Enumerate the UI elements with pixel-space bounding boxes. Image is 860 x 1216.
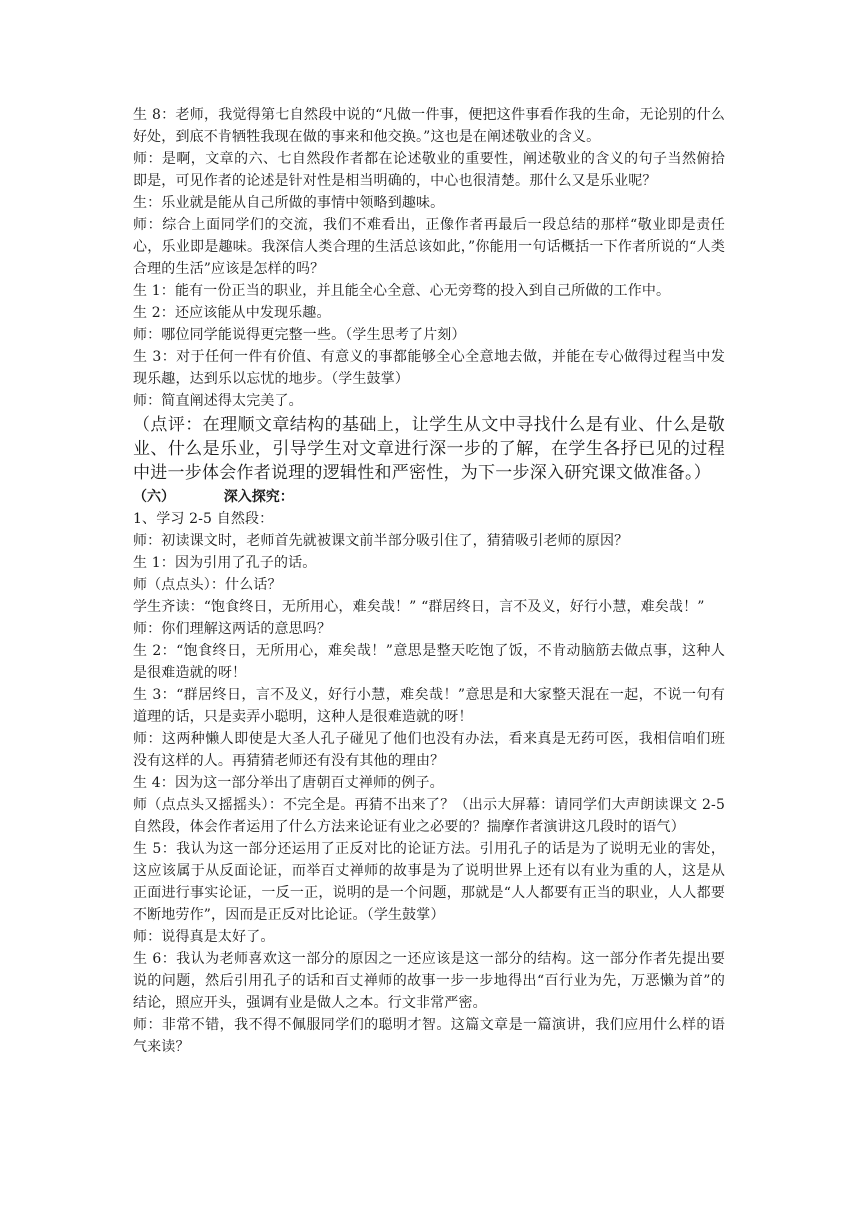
dialogue-paragraph: 生 1：能有一份正当的职业，并且能全心全意、心无旁骛的投入到自己所做的工作中。 — [133, 283, 671, 299]
dialogue-paragraph: 师：综合上面同学们的交流，我们不难看出，正像作者再最后一段总结的那样“敬业即是责任心，乐业即是趣味。我深信人类合理的生活总该如此，”你能用一句话概括一下作者所说的“人类合理的生活”应该是怎样的吗？ — [133, 217, 725, 277]
dialogue-paragraph: 师：这两种懒人即使是大圣人孔子碰见了他们也没有办法，看来真是无药可医，我相信咱们班没有这样的人。再猜猜老师还有没有其他的理由？ — [133, 731, 725, 769]
dialogue-paragraph: 生 2：还应该能从中发现乐趣。 — [133, 305, 331, 321]
dialogue-paragraph: 生 4：因为这一部分举出了唐朝百丈禅师的例子。 — [133, 775, 444, 791]
dialogue-paragraph: 生 2：“饱食终日，无所用心，难矣哉！”意思是整天吃饱了饭，不肯动脑筋去做点事，这种人是很难造就的呀！ — [133, 643, 725, 681]
section-heading: （六） 深入探究： — [133, 489, 294, 505]
dialogue-paragraph: 师：非常不错，我不得不佩服同学们的聪明才智。这篇文章是一篇演讲，我们应用什么样的语气来读？ — [133, 1017, 725, 1055]
dialogue-paragraph: 生 5：我认为这一部分还运用了正反对比的论证方法。引用孔子的话是为了说明无业的害处，这应该属于从反面论证，而举百丈禅师的故事是为了说明世界上还有以有业为重的人，这是从正面进行事实论证，一反一正，说明的是一个问题，那就是“人人都要有正当的职业，人人都要不断地劳作”，因而是正反对比论证。（学生鼓掌） — [133, 841, 725, 923]
dialogue-paragraph: 师：初读课文时，老师首先就被课文前半部分吸引住了，猜猜吸引老师的原因？ — [133, 533, 629, 549]
dialogue-paragraph: 生 3：“群居终日，言不及义，好行小慧，难矣哉！”意思是和大家整天混在一起，不说一句有道理的话，只是卖弄小聪明，这种人是很难造就的呀！ — [133, 687, 725, 725]
dialogue-paragraph: 生 8：老师，我觉得第七自然段中说的“凡做一件事，便把这件事看作我的生命，无论别的什么好处，到底不肯牺牲我现在做的事来和他交换。”这也是在阐述敬业的含义。 — [133, 107, 725, 145]
dialogue-paragraph: 师（点点头又摇摇头）：不完全是。再猜不出来了？（出示大屏幕：请同学们大声朗读课文 2-5 自然段，体会作者运用了什么方法来论证有业之必要的？揣摩作者演讲这几段时的语气） — [133, 797, 725, 835]
dialogue-paragraph: 生：乐业就是能从自己所做的事情中领略到趣味。 — [133, 195, 445, 211]
dialogue-paragraph: 生 3：对于任何一件有价值、有意义的事都能够全心全意地去做，并能在专心做得过程当中发现乐趣，达到乐以忘忧的地步。（学生鼓掌） — [133, 349, 725, 387]
dialogue-paragraph: 生 6：我认为老师喜欢这一部分的原因之一还应该是这一部分的结构。这一部分作者先提出要说的问题，然后引用孔子的话和百丈禅师的故事一步一步地得出“百行业为先，万恶懒为首”的结论，照应开头，强调有业是做人之本。行文非常严密。 — [133, 951, 725, 1011]
dialogue-paragraph: 师：说得真是太好了。 — [133, 929, 275, 945]
dialogue-paragraph: 1、学习 2-5 自然段： — [133, 511, 274, 527]
dialogue-paragraph: 学生齐读：“饱食终日，无所用心，难矣哉！” “群居终日，言不及义，好行小慧，难矣哉！” — [133, 599, 705, 615]
teaching-comment: （点评：在理顺文章结构的基础上，让学生从文中寻找什么是有业、什么是敬业、什么是乐业，引导学生对文章进行深一步的了解，在学生各抒已见的过程中进一步体会作者说理的逻辑性和严密性，为下一步深入研究课文做准备。） — [133, 415, 725, 483]
dialogue-paragraph: 生 1：因为引用了孔子的话。 — [133, 555, 317, 571]
document-body — [133, 104, 725, 1058]
dialogue-paragraph: 师（点点头）：什么话？ — [133, 577, 282, 593]
dialogue-paragraph: 师：你们理解这两话的意思吗？ — [133, 621, 332, 637]
dialogue-paragraph: 师：是啊，文章的六、七自然段作者都在论述敬业的重要性，阐述敬业的含义的句子当然俯拾即是，可见作者的论述是针对性是相当明确的，中心也很清楚。那什么又是乐业呢？ — [133, 151, 725, 189]
dialogue-paragraph: 师：简直阐述得太完美了。 — [133, 393, 303, 409]
dialogue-paragraph: 师：哪位同学能说得更完整一些。（学生思考了片刻） — [133, 327, 466, 343]
